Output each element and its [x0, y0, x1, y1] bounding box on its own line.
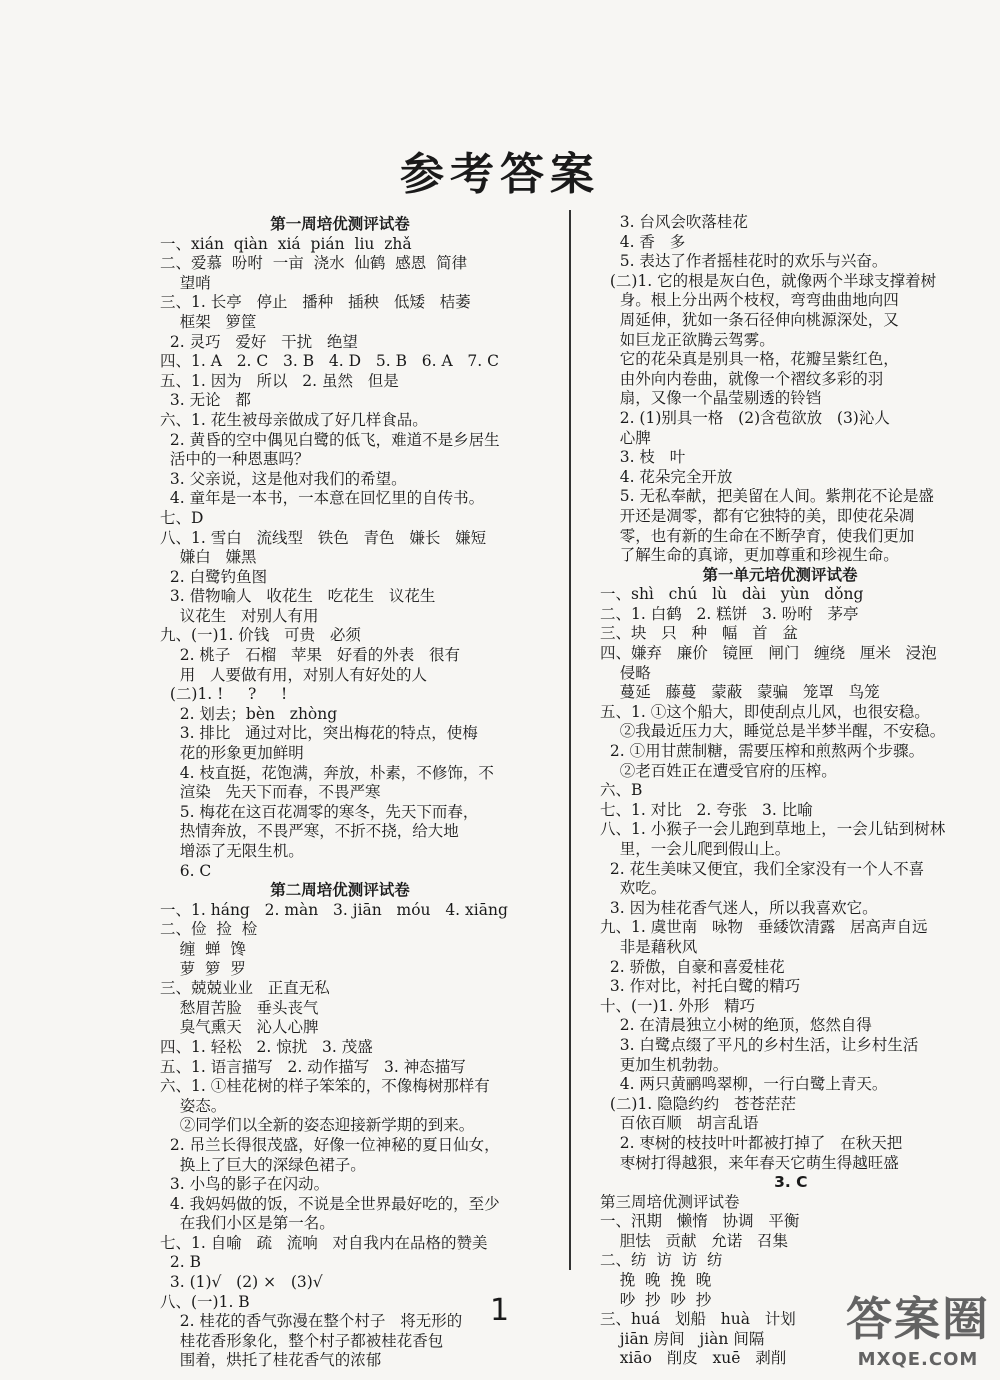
- answer-line: 蔓延 藤蔓 蒙蔽 蒙骗 笼罩 鸟笼: [600, 683, 880, 702]
- answer-line: 四、1. A 2. C 3. B 4. D 5. B 6. A 7. C: [160, 352, 500, 371]
- answer-line: (二)1. ! ? !: [160, 685, 288, 704]
- answer-line: 3. 排比 通过对比，突出梅花的特点，使梅: [160, 724, 478, 743]
- answer-line: 二、纺 访 访 纺: [600, 1251, 723, 1270]
- answer-line: 6. C: [160, 861, 212, 880]
- answer-line: 2. 枣树的枝技叶叶都被打掉了 在秋天把: [600, 1133, 903, 1152]
- answer-line: 增添了无限生机。: [160, 842, 304, 860]
- answer-line: 2. 骄傲，自豪和喜爱桂花: [600, 957, 785, 976]
- answer-line: 四、1. 轻松 2. 惊扰 3. 茂盛: [160, 1037, 373, 1056]
- answer-line: 六、1. ①桂花树的样子笨笨的，不像梅树那样有: [160, 1077, 490, 1096]
- answer-line: jiān 房间 jiàn 间隔: [600, 1329, 765, 1348]
- answer-line: 心脾: [600, 428, 651, 447]
- section-heading: 第一单元培优测评试卷: [702, 565, 858, 584]
- answer-line: 八、1. 小猴子一会儿跑到草地上，一会儿钻到树林: [600, 820, 946, 839]
- answer-line: 2. 白鹭钓鱼图: [160, 567, 268, 586]
- answer-line: 2. 吊兰长得很茂盛，好像一位神秘的夏日仙女，: [160, 1135, 500, 1154]
- answer-line: 欢吃。: [600, 879, 667, 898]
- answer-line: 2. 黄昏的空中偶见白鹭的低飞，难道不是乡居生: [160, 430, 500, 449]
- answer-line: 5. 表达了作者摇桂花时的欢乐与兴奋。: [600, 252, 888, 271]
- answer-line: 扇，又像一个晶莹剔透的铃铛: [600, 389, 822, 408]
- watermark-logo: [846, 1283, 990, 1370]
- answer-line: 用 人要做有用，对别人有好处的人: [160, 665, 427, 684]
- answer-line: 七、1. 自喻 疏 流响 对自我内在品格的赞美: [160, 1233, 488, 1252]
- section-heading: 第一周培优测评试卷: [270, 215, 410, 233]
- answer-line: 4. 童年是一本书，一本意在回忆里的自传书。: [160, 489, 485, 508]
- answer-line: 二、爱慕 吩咐 一亩 浇水 仙鹤 感恩 简律: [160, 254, 468, 273]
- answer-line: 3. 作对比，衬托白鹭的精巧: [600, 977, 801, 996]
- answer-line: 渲染 先天下而春，不畏严寒: [160, 783, 381, 802]
- section-heading: 3. C: [752, 1173, 808, 1192]
- answer-line: 热情奔放，不畏严寒，不折不挠，给大地: [160, 822, 459, 841]
- answer-line: (二)1. 它的根是灰白色，就像两个半球支撑着树: [600, 271, 937, 290]
- answer-line: 八、1. 雪白 流线型 铁色 青色 嫌长 嫌短: [160, 528, 487, 547]
- answer-line: 议花生 对别人有用: [160, 606, 319, 625]
- answer-line: 2. 桃子 石榴 苹果 好看的外表 很有: [160, 646, 461, 665]
- answer-line: 七、D: [160, 508, 204, 527]
- page-title: 参考答案: [400, 149, 600, 200]
- answer-line: 二、1. 白鹤 2. 糕饼 3. 吩咐 茅亭: [600, 604, 859, 623]
- answer-line: 姿态。: [160, 1096, 227, 1115]
- answer-line: 吵 抄 吵 抄: [600, 1290, 712, 1309]
- answer-line: 三、huá 划船 huà 计划: [600, 1310, 796, 1329]
- answer-line: 5. 梅花在这百花凋零的寒冬，先天下而春，: [160, 802, 479, 821]
- answer-line: 六、B: [600, 781, 643, 800]
- answer-line: 八、(一)1. B: [160, 1292, 250, 1311]
- answer-line: 愁眉苦脸 垂头丧气: [160, 998, 319, 1017]
- answer-line: 一、汛期 懒惰 协调 平衡: [600, 1212, 800, 1231]
- answer-line: 3. 台风会吹落桂花: [600, 213, 748, 231]
- answer-line: 2. ①用甘蔗制糖，需要压榨和煎熬两个步骤。: [600, 742, 925, 761]
- right-answer-column: [600, 213, 960, 1369]
- answer-line: 一、xián qiàn xiá pián liu zhǎ: [160, 234, 412, 253]
- left-answer-column: [160, 215, 520, 1371]
- answer-line: 3. 父亲说，这是他对我们的希望。: [160, 469, 407, 488]
- answer-line: 3. (1)√ (2) × (3)√: [160, 1273, 323, 1292]
- answer-line: 三、兢兢业业 正直无私: [160, 979, 330, 998]
- answer-line: 侵略: [600, 663, 651, 682]
- answer-line: 活中的一种恩惠吗？: [160, 450, 310, 469]
- answer-line: 四、嫌弃 廉价 镜匣 闸门 缠绕 厘米 浸泡: [600, 644, 937, 663]
- answer-line: ②老百姓正在遭受官府的压榨。: [600, 761, 837, 780]
- answer-line: 桂花香形象化，整个村子都被桂花香包: [160, 1331, 444, 1350]
- answer-line: 3. 因为桂花香气迷人，所以我喜欢它。: [600, 898, 878, 917]
- answer-line: 三、1. 长亭 停止 播种 插秧 低矮 桔萎: [160, 293, 471, 312]
- answer-line: 三、块 只 种 幅 首 盆: [600, 624, 798, 643]
- answer-line: 2. 花生美味又便宜，我们全家没有一个人不喜: [600, 859, 925, 878]
- answer-line: 换上了巨大的深绿色裙子。: [160, 1155, 366, 1174]
- answer-line: xiāo 削皮 xuē 剥削: [600, 1349, 787, 1368]
- answer-line: 七、1. 对比 2. 夸张 3. 比喻: [600, 800, 813, 819]
- answer-line: 挽 晚 挽 晚: [600, 1271, 712, 1290]
- answer-line: 里，一会儿爬到假山上。: [600, 840, 791, 858]
- answer-line: 在我们小区是第一名。: [160, 1214, 335, 1233]
- answer-line: 4. 两只黄鹂鸣翠柳，一行白鹭上青天。: [600, 1075, 888, 1094]
- answer-line: 九、(一)1. 价钱 可贵 必须: [160, 626, 361, 645]
- answer-line: 胆怯 贡献 允诺 召集: [600, 1231, 789, 1250]
- answer-line: 2. 灵巧 爱好 干扰 绝望: [160, 332, 358, 351]
- answer-line: 缠 蝉 馋: [160, 939, 246, 958]
- answer-line: 臭气熏天 沁人心脾: [160, 1018, 319, 1037]
- answer-line: ②同学们以全新的姿态迎接新学期的到来。: [160, 1116, 475, 1135]
- answer-line: 4. 枝直挺，花饱满，奔放，朴素，不修饰，不: [160, 763, 494, 782]
- answer-line: 非是藉秋风: [600, 937, 698, 956]
- answer-line: 花的形象更加鲜明: [160, 744, 304, 763]
- answer-line: ②我最近压力大，睡觉总是半梦半醒，不安稳。: [600, 722, 946, 741]
- answer-line: 3. 借物喻人 收花生 吃花生 议花生: [160, 587, 436, 606]
- answer-line: 2. 在清晨独立小树的绝顶，悠然自得: [600, 1016, 872, 1035]
- answer-line: 3. 枝 叶: [600, 448, 686, 467]
- answer-line: 4. 香 多: [600, 232, 686, 251]
- answer-line: 周延伸，犹如一条石径伸向桃源深处，又: [600, 310, 899, 329]
- answer-line: 它的花朵真是别具一格，花瓣呈紫红色，: [600, 350, 899, 369]
- answer-line: 零，也有新的生命在不断孕育，使我们更加: [600, 526, 915, 545]
- answer-line: 六、1. 花生被母亲做成了好几样食品。: [160, 410, 428, 429]
- answer-line: 2. (1)别具一格 (2)含苞欲放 (3)沁人: [600, 408, 890, 427]
- answer-line: 2. B: [160, 1253, 201, 1272]
- answer-line: 五、1. 语言描写 2. 动作描写 3. 神态描写: [160, 1057, 466, 1076]
- answer-line: 了解生命的真谛，更加尊重和珍视生命。: [600, 546, 899, 565]
- watermark-url: MXQE.COM: [857, 1349, 979, 1370]
- answer-line: 百依百顺 胡言乱语: [600, 1114, 759, 1133]
- answer-line: 五、1. 因为 所以 2. 虽然 但是: [160, 371, 399, 390]
- answer-line: 2. 桂花的香气弥漫在整个村子 将无形的: [160, 1312, 463, 1331]
- answer-line: 望哨: [160, 273, 211, 292]
- answer-line: 4. 花朵完全开放: [600, 467, 733, 486]
- answer-line: 一、shì chú lù dài yùn dǒng: [600, 585, 864, 604]
- answer-line: 身。根上分出两个枝杈，弯弯曲曲地向四: [600, 291, 899, 310]
- answer-line: 一、1. háng 2. màn 3. jiān móu 4. xiāng: [160, 900, 508, 919]
- answer-line: 十、(一)1. 外形 精巧: [600, 996, 756, 1015]
- column-divider: [569, 210, 571, 1270]
- watermark-logo-text: 答案圈: [846, 1292, 990, 1346]
- section-heading: 第二周培优测评试卷: [270, 881, 410, 900]
- answer-line: 二、俭 捡 检: [160, 920, 258, 939]
- answer-line: 更加生机勃勃。: [600, 1055, 729, 1074]
- answer-line: (二)1. 隐隐约约 苍苍茫茫: [600, 1094, 796, 1113]
- answer-line: 3. 小鸟的影子在闪动。: [160, 1175, 330, 1194]
- answer-line: 九、1. 虞世南 咏物 垂緌饮清露 居高声自远: [600, 918, 928, 937]
- answer-line: 开还是凋零，都有它独特的美，即使花朵凋: [600, 506, 915, 525]
- page-number: 1: [490, 1293, 510, 1328]
- answer-line: 由外向内卷曲，就像一个褶纹多彩的羽: [600, 369, 884, 388]
- answer-line: 枣树打得越狠，来年春天它萌生得越旺盛: [600, 1153, 899, 1172]
- answer-line: 框架 箩筐: [160, 312, 257, 331]
- answer-line: 4. 我妈妈做的饭，不说是全世界最好吃的，至少: [160, 1194, 500, 1213]
- answer-line: 第三周培优测评试卷: [600, 1192, 740, 1211]
- answer-line: 嫌白 嫌黑: [160, 548, 257, 567]
- answer-line: 2. 划去；bèn zhòng: [160, 704, 338, 723]
- answer-line: 3. 无论 都: [160, 391, 251, 410]
- answer-line: 围着，烘托了桂花香气的浓郁: [160, 1351, 382, 1370]
- answer-line: 5. 无私奉献，把美留在人间。紫荆花不论是盛: [600, 487, 934, 506]
- answer-line: 五、1. ①这个船大，即使刮点儿风，也很安稳。: [600, 702, 930, 721]
- answer-line: 如巨龙正欲腾云驾雾。: [600, 330, 775, 349]
- answer-line: 3. 白鹭点缀了平凡的乡村生活，让乡村生活: [600, 1035, 919, 1054]
- answer-line: 萝 箩 罗: [160, 959, 246, 978]
